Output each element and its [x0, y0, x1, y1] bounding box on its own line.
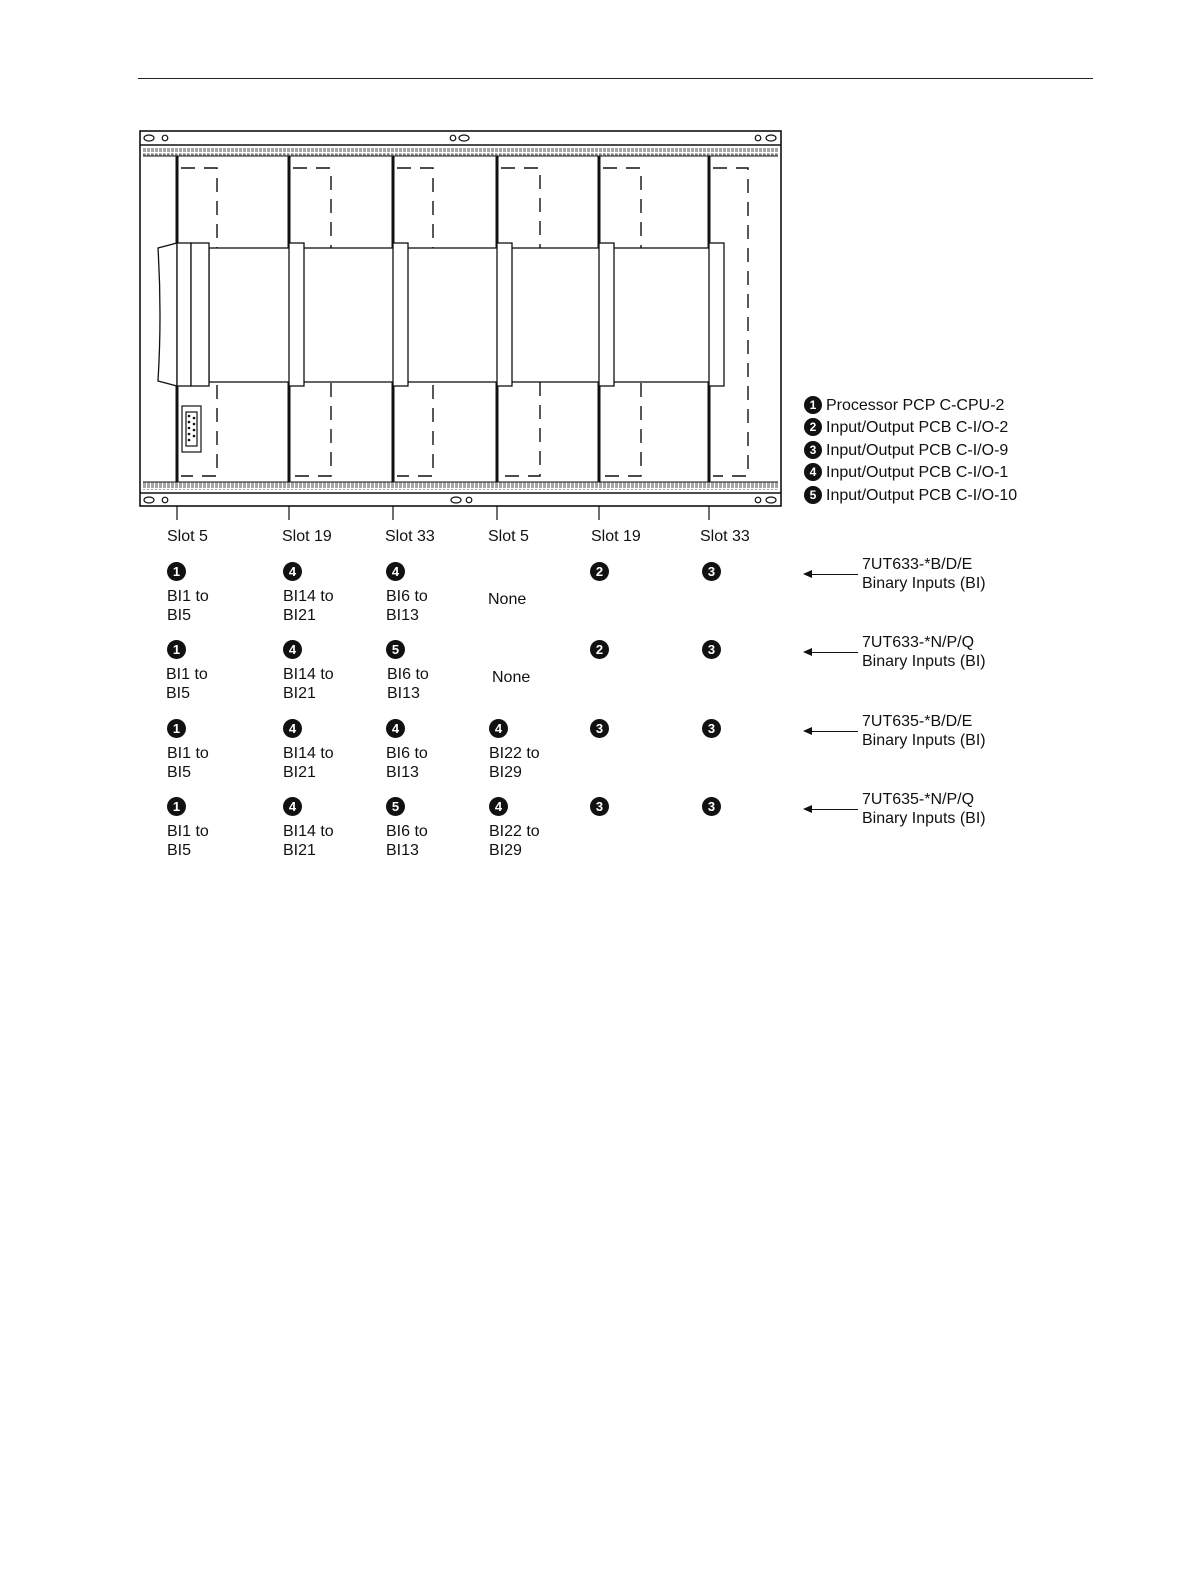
legend-label: Processor PCP C-CPU-2 [826, 397, 1005, 414]
range-line: BI6 to [386, 588, 428, 605]
module-number-badge: 1 [167, 797, 186, 816]
device-variant-label [862, 633, 986, 671]
binary-input-range [489, 822, 540, 860]
binary-input-range [386, 822, 428, 860]
ribbon-cable [209, 248, 710, 382]
range-line: BI1 to [167, 588, 209, 605]
binary-input-range [492, 668, 530, 687]
module-number-badge: 1 [167, 719, 186, 738]
module-number-badge: 5 [804, 486, 822, 504]
module-number-badge: 4 [283, 640, 302, 659]
device-variant-label [862, 555, 986, 593]
binary-input-range [386, 587, 428, 625]
module-number-badge: 1 [804, 396, 822, 414]
binary-input-range [283, 822, 334, 860]
module-number-badge: 4 [489, 797, 508, 816]
range-line: BI22 to [489, 823, 540, 840]
module-number-badge: 3 [702, 562, 721, 581]
module-number-badge: 3 [702, 719, 721, 738]
device-model: 7UT635-*B/D/E [862, 713, 973, 730]
guide-rail-top [143, 148, 778, 156]
range-line: BI29 [489, 842, 522, 859]
module-number-badge: 5 [386, 640, 405, 659]
range-line: BI1 to [166, 666, 208, 683]
binary-input-range [283, 665, 334, 703]
module-number-badge: 3 [702, 797, 721, 816]
pointer-arrow [805, 809, 858, 810]
device-model-desc: Binary Inputs (BI) [862, 732, 986, 749]
slot-label: Slot 33 [700, 528, 750, 545]
legend-label: Input/Output PCB C-I/O-9 [826, 442, 1009, 459]
legend-item [804, 463, 1008, 482]
range-line: BI22 to [489, 745, 540, 762]
module-number-badge: 2 [804, 418, 822, 436]
serial-port [182, 406, 201, 452]
module-number-badge: 3 [590, 719, 609, 738]
range-line: BI6 to [386, 823, 428, 840]
legend-item [804, 486, 1017, 505]
range-line: BI1 to [167, 823, 209, 840]
range-line: BI6 to [387, 666, 429, 683]
legend-item [804, 418, 1008, 437]
module-number-badge: 4 [283, 562, 302, 581]
binary-input-range [386, 744, 428, 782]
slot-label: Slot 5 [488, 528, 529, 545]
module-number-badge: 4 [386, 562, 405, 581]
module-number-badge: 4 [283, 719, 302, 738]
device-model: 7UT633-*N/P/Q [862, 634, 975, 651]
device-model-desc: Binary Inputs (BI) [862, 653, 986, 670]
range-line: BI14 to [283, 745, 334, 762]
module-number-badge: 3 [804, 441, 822, 459]
binary-input-range [167, 587, 209, 625]
slot-label: Slot 33 [385, 528, 435, 545]
legend-item [804, 441, 1008, 460]
range-line: BI14 to [283, 666, 334, 683]
range-line: BI21 [283, 685, 316, 702]
range-line: BI21 [283, 607, 316, 624]
housing-rack-diagram [0, 0, 1191, 520]
range-line: BI29 [489, 764, 522, 781]
range-line: None [492, 669, 531, 686]
pointer-arrow [805, 652, 858, 653]
range-line: None [488, 591, 527, 608]
pointer-arrow [805, 574, 858, 575]
module-number-badge: 4 [804, 463, 822, 481]
module-number-badge: 2 [590, 562, 609, 581]
range-line: BI6 to [386, 745, 428, 762]
device-model: 7UT633-*B/D/E [862, 556, 973, 573]
range-line: BI5 [166, 685, 191, 702]
slot-label: Slot 19 [282, 528, 332, 545]
slot-label: Slot 5 [167, 528, 208, 545]
module-number-badge: 1 [167, 640, 186, 659]
binary-input-range [283, 587, 334, 625]
range-line: BI13 [386, 842, 419, 859]
binary-input-range [283, 744, 334, 782]
device-variant-label [862, 712, 986, 750]
range-line: BI21 [283, 842, 316, 859]
module-number-badge: 1 [167, 562, 186, 581]
module-number-badge: 3 [590, 797, 609, 816]
slot-ticks [177, 506, 709, 520]
slot-label: Slot 19 [591, 528, 641, 545]
range-line: BI5 [167, 764, 192, 781]
module-number-badge: 4 [283, 797, 302, 816]
binary-input-range [387, 665, 429, 703]
binary-input-range [166, 665, 208, 703]
binary-input-range [489, 744, 540, 782]
binary-input-range [167, 744, 209, 782]
range-line: BI1 to [167, 745, 209, 762]
binary-input-range [488, 590, 526, 609]
range-line: BI21 [283, 764, 316, 781]
range-line: BI13 [387, 685, 420, 702]
module-number-badge: 4 [386, 719, 405, 738]
device-model-desc: Binary Inputs (BI) [862, 575, 986, 592]
binary-input-range [167, 822, 209, 860]
module-number-badge: 4 [489, 719, 508, 738]
module-number-badge: 5 [386, 797, 405, 816]
range-line: BI13 [386, 764, 419, 781]
legend-label: Input/Output PCB C-I/O-2 [826, 419, 1009, 436]
legend-label: Input/Output PCB C-I/O-1 [826, 464, 1009, 481]
range-line: BI5 [167, 842, 192, 859]
device-model: 7UT635-*N/P/Q [862, 791, 975, 808]
pointer-arrow [805, 731, 858, 732]
range-line: BI14 to [283, 588, 334, 605]
range-line: BI5 [167, 607, 192, 624]
device-variant-label [862, 790, 986, 828]
device-model-desc: Binary Inputs (BI) [862, 810, 986, 827]
legend-label: Input/Output PCB C-I/O-10 [826, 487, 1018, 504]
range-line: BI14 to [283, 823, 334, 840]
guide-rail-bottom [143, 482, 778, 490]
module-number-badge: 2 [590, 640, 609, 659]
module-number-badge: 3 [702, 640, 721, 659]
legend-item [804, 396, 1004, 415]
range-line: BI13 [386, 607, 419, 624]
